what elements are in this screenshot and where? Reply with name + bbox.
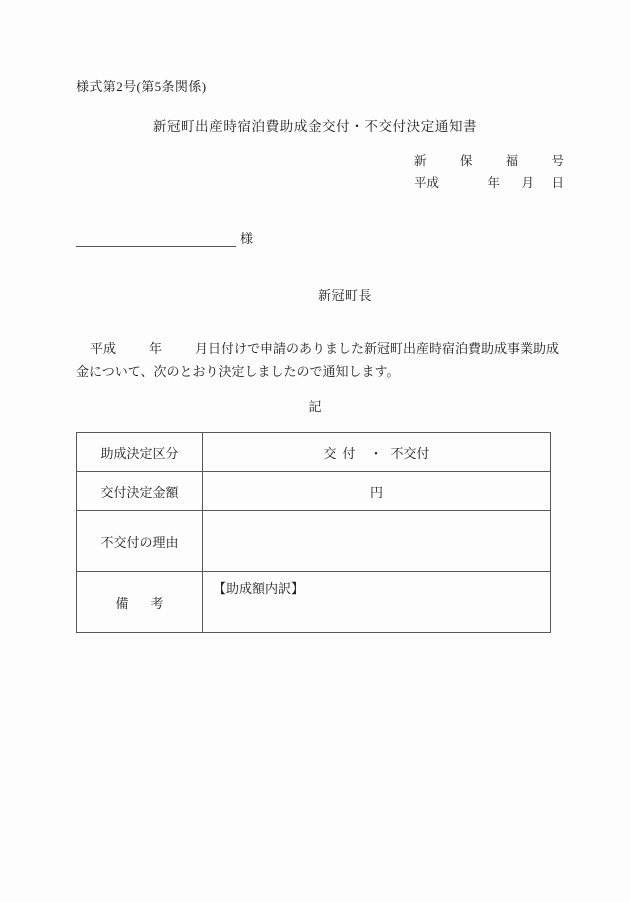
decision-category-options bbox=[323, 446, 429, 461]
issue-date-row bbox=[414, 172, 564, 194]
application-date-era: 平成 bbox=[90, 341, 117, 356]
application-date-month-label: 月 bbox=[195, 341, 209, 356]
ki-marker: 記 bbox=[308, 399, 322, 414]
issue-date-year-label: 年 bbox=[487, 176, 500, 190]
issue-date-month-label: 月 bbox=[521, 176, 534, 190]
body-paragraph bbox=[76, 337, 560, 383]
option-nongrant[interactable]: 不交付 bbox=[390, 445, 430, 461]
reference-char-2: 保 bbox=[459, 154, 473, 168]
row-value-grant-amount[interactable]: 円 bbox=[203, 472, 551, 511]
table-row bbox=[77, 511, 551, 572]
form-number: 様式第2号(第5条関係) bbox=[76, 79, 207, 94]
table-row bbox=[77, 433, 551, 472]
row-value-rejection-reason[interactable] bbox=[203, 511, 551, 572]
recipient-honorific: 様 bbox=[240, 231, 254, 246]
body-line-1 bbox=[76, 337, 560, 360]
reference-char-1: 新 bbox=[414, 154, 427, 168]
recipient-line bbox=[76, 228, 253, 247]
row-value-remarks[interactable]: 【助成額内訳】 bbox=[203, 572, 551, 633]
reference-and-date-block bbox=[414, 150, 564, 194]
row-label-remarks bbox=[77, 572, 203, 633]
application-date-year-label: 年 bbox=[149, 341, 163, 356]
table-row bbox=[77, 472, 551, 511]
issuer-name: 新冠町長 bbox=[317, 288, 372, 303]
reference-char-3: 福 bbox=[505, 154, 519, 168]
row-label-rejection-reason: 不交付の理由 bbox=[77, 511, 203, 572]
table-row bbox=[77, 572, 551, 633]
row-label-decision-category: 助成決定区分 bbox=[77, 433, 203, 472]
application-date-day-label: 日付けで申請のありました新冠町出産時宿泊費助成事業助成 bbox=[208, 341, 560, 356]
document-title: 新冠町出産時宿泊費助成金交付・不交付決定通知書 bbox=[152, 119, 478, 134]
remarks-label-text: 備考 bbox=[115, 595, 186, 611]
row-label-grant-amount: 交付決定金額 bbox=[77, 472, 203, 511]
issue-date-day-label: 日 bbox=[551, 176, 564, 190]
reference-number-suffix: 号 bbox=[551, 154, 564, 168]
row-value-decision-category[interactable] bbox=[203, 433, 551, 472]
option-grant[interactable]: 交付 bbox=[323, 445, 362, 461]
body-line-2: 金について、次のとおり決定しましたので通知します。 bbox=[76, 364, 400, 379]
decision-table bbox=[76, 432, 551, 633]
reference-number-row bbox=[414, 150, 564, 172]
issue-date-era: 平成 bbox=[414, 176, 440, 190]
option-separator: ・ bbox=[369, 445, 383, 461]
recipient-name-blank[interactable] bbox=[76, 231, 236, 247]
